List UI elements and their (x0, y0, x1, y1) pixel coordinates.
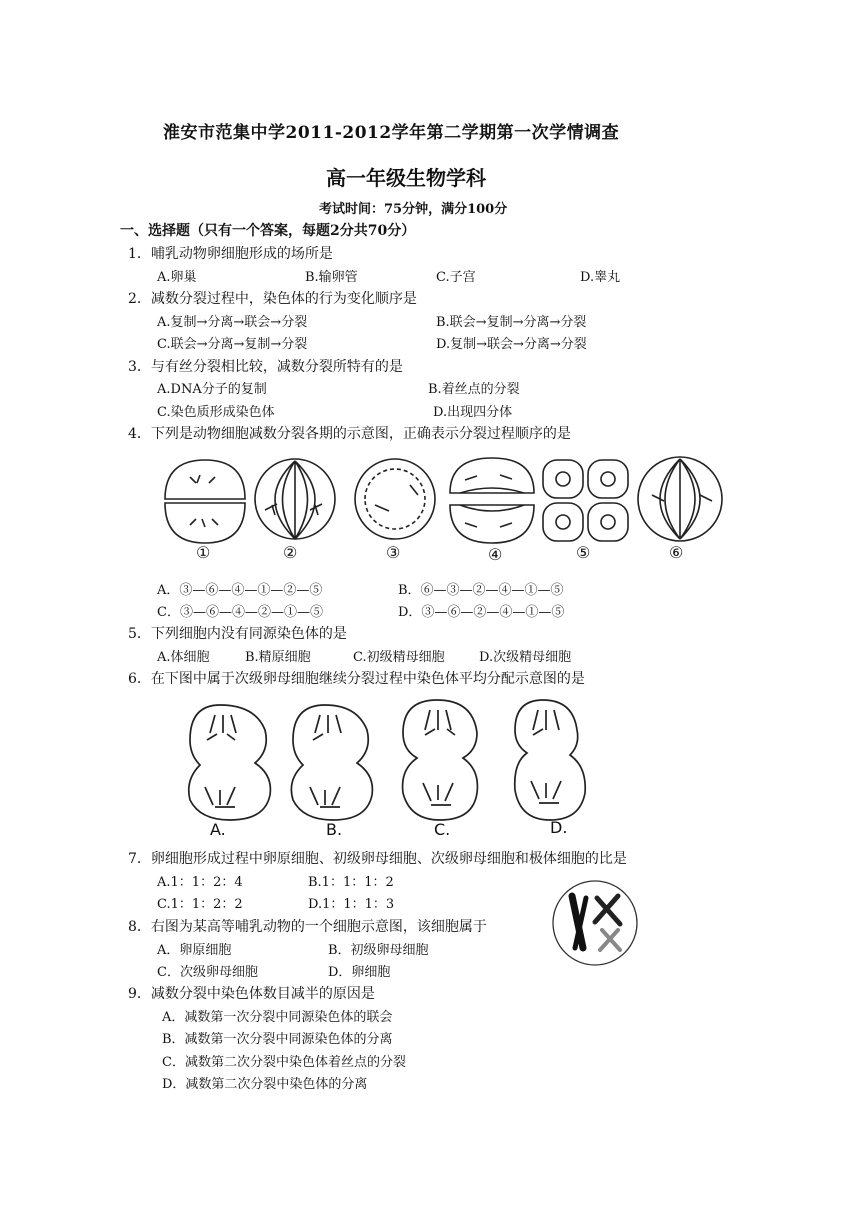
q6-label-d: D. (550, 818, 568, 837)
q6-cell-b (291, 705, 372, 820)
q2-option-a: A.复制→分离→联会→分裂 (157, 315, 308, 330)
q1-option-c: C.子宫 (436, 270, 476, 285)
section-heading: 一、选择题（只有一个答案，每题2分共70分） (120, 223, 416, 239)
q1-option-a: A.卵巢 (157, 270, 197, 285)
q3-option-c: C.染色质形成染色体 (157, 405, 275, 420)
q3-option-a: A.DNA分子的复制 (157, 382, 267, 397)
q1-option-b: B.输卵管 (305, 270, 358, 285)
q8-option-d: D．卵细胞 (328, 965, 391, 980)
q6-cell-diagrams (175, 695, 615, 825)
q6-cell-c (403, 700, 478, 820)
q6-label-c: C. (434, 820, 451, 839)
q4-option-c: C．③—⑥—④—②—①—⑤ (157, 605, 323, 620)
question-1: 1．哺乳动物卵细胞形成的场所是 (128, 246, 333, 262)
cell-5-figure (543, 460, 628, 541)
q4-label-4: ④ (488, 545, 503, 564)
q6-cell-d (515, 700, 585, 820)
q9-option-d: D．减数第二次分裂中染色体的分离 (162, 1077, 368, 1092)
q9-option-a: A．减数第一次分裂中同源染色体的联会 (162, 1010, 393, 1025)
q5-option-a: A.体细胞 (157, 650, 210, 665)
question-9: 9．减数分裂中染色体数目减半的原因是 (128, 986, 375, 1002)
q8-cell-diagram (550, 878, 640, 968)
q8-option-c: C．次级卵母细胞 (157, 965, 258, 980)
question-5: 5．下列细胞内没有同源染色体的是 (128, 626, 347, 642)
q4-option-d: D．③—⑥—②—④—①—⑤ (398, 605, 565, 620)
q7-option-d: D.1：1：1：3 (308, 897, 395, 912)
q1-option-d: D.睾丸 (580, 270, 621, 285)
q7-option-b: B.1：1：1：2 (308, 875, 394, 890)
q5-option-d: D.次级精母细胞 (479, 650, 572, 665)
q9-option-c: C．减数第二次分裂中染色体着丝点的分裂 (162, 1055, 406, 1070)
cell-3-figure (355, 459, 435, 539)
q4-label-6: ⑥ (669, 543, 684, 562)
q9-option-b: B．减数第一次分裂中同源染色体的分离 (162, 1032, 393, 1047)
q8-option-b: B．初级卵母细胞 (328, 943, 429, 958)
cell-4-figure (450, 458, 534, 543)
q4-label-1: ① (196, 543, 211, 562)
q4-label-2: ② (283, 543, 298, 562)
q6-cell-a (189, 705, 271, 820)
question-6: 6．在下图中属于次级卵母细胞继续分裂过程中染色体平均分配示意图的是 (128, 671, 585, 687)
exam-info: 考试时间：75分钟，满分100分 (319, 202, 508, 217)
q2-option-c: C.联会→分离→复制→分裂 (157, 337, 308, 352)
question-8: 8．右图为某高等哺乳动物的一个细胞示意图，该细胞属于 (128, 919, 487, 935)
q8-option-a: A．卵原细胞 (157, 943, 232, 958)
q4-label-5: ⑤ (576, 543, 591, 562)
q4-cell-diagrams (160, 455, 730, 550)
question-3: 3．与有丝分裂相比较，减数分裂所特有的是 (128, 359, 403, 375)
q3-option-b: B.着丝点的分裂 (428, 382, 520, 397)
q6-label-a: A. (210, 820, 226, 839)
q4-option-a: A．③—⑥—④—①—②—⑤ (157, 583, 323, 598)
q6-label-b: B. (326, 820, 343, 839)
q5-option-b: B.精原细胞 (245, 650, 311, 665)
question-2: 2．减数分裂过程中，染色体的行为变化顺序是 (128, 291, 417, 307)
q5-option-c: C.初级精母细胞 (353, 650, 445, 665)
q2-option-b: B.联会→复制→分离→分裂 (436, 315, 587, 330)
q4-option-b: B．⑥—③—②—④—①—⑤ (398, 583, 564, 598)
q7-option-c: C.1：1：2：2 (157, 897, 243, 912)
question-7: 7．卵细胞形成过程中卵原细胞、初级卵母细胞、次级卵母细胞和极体细胞的比是 (128, 851, 627, 867)
cell-1-figure (165, 460, 245, 543)
q4-label-3: ③ (386, 543, 401, 562)
page-title: 淮安市范集中学2011-2012学年第二学期第一次学情调查 (163, 123, 620, 143)
page-subtitle: 高一年级生物学科 (326, 166, 486, 190)
q3-option-d: D.出现四分体 (433, 405, 513, 420)
cell-6-figure (638, 457, 722, 541)
q2-option-d: D.复制→联会→分离→分裂 (436, 337, 587, 352)
question-4: 4．下列是动物细胞减数分裂各期的示意图，正确表示分裂过程顺序的是 (128, 426, 571, 442)
cell-2-figure (255, 459, 335, 539)
q7-option-a: A.1：1：2：4 (157, 875, 243, 890)
